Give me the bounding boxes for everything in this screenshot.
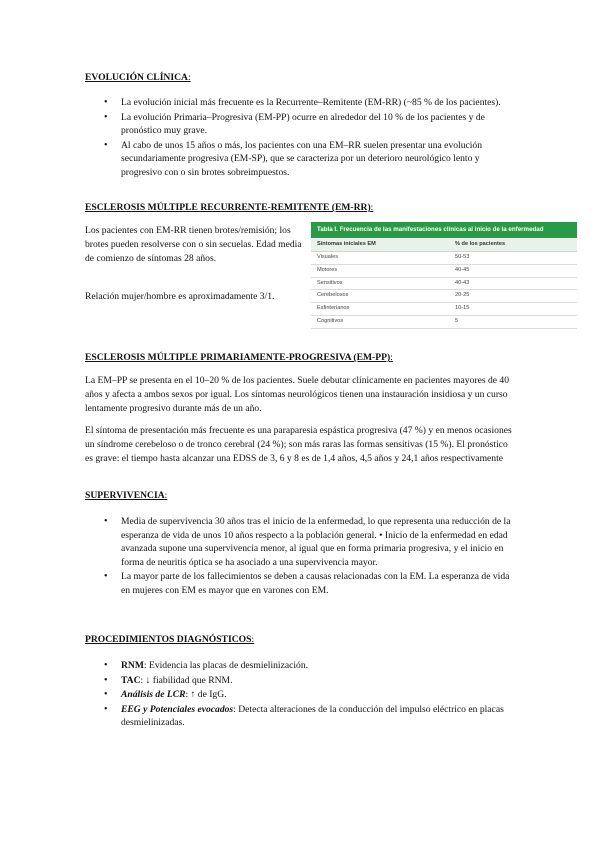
table-cell: 50-53 [455,254,470,260]
primaria-heading: ESCLEROSIS MÚLTIPLE PRIMARIAMENTE-PROGRESIVA (EM-PP): [85,352,393,363]
evolucion-list [85,96,517,181]
table-cell: 5 [455,317,459,324]
frequency-table [311,222,577,330]
recurrente-paragraph-1: Los pacientes con EM-RR tienen brotes/remisión; los brotes pueden resolverse con o sin secuelas. Edad media de comienzo de síntomas 28 años. [85,225,302,265]
list-item [85,674,517,688]
supervivencia-heading: SUPERVIVENCIA: [85,490,168,501]
list-item [85,703,517,730]
procedimientos-heading: PROCEDIMIENTOS DIAGNÓSTICOS: [85,634,255,645]
table-row [311,303,577,316]
list-item: • Al cabo de unos 15 años o más, los pacientes con una EM–RR suelen presentar una evolución secundariamente progresiva (EM-SP), que se caracteriza por un deterioro neurológico lento y progresivo con o sin brotes sobreimpuestos. [85,139,517,180]
item-label: TAC [121,674,141,686]
item-text: : ↓ fiabilidad que RNM. [140,674,233,686]
item-text: : Detecta alteraciones de la conducción del impulso eléctrico en placas desmielinizadas. [121,703,504,729]
primaria-paragraph-2: El síntoma de presentación más frecuente es una paraparesia espástica progresiva (47 %) y en menos ocasiones un síndrome cerebeloso o de tronco cerebral (24 %); son más raras las formas sensitivas (15 %). El pronóstico es grave: el tiempo hasta alcanzar una EDSS de 3, 6 y 8 es de 1,4 años, 4,5 años y 24,1 años respectivamente [85,425,512,465]
recurrente-paragraph-2: Relación mujer/hombre es aproximadamente 3/1. [85,291,275,302]
table-cell: 10-15 [455,305,470,312]
table-row [311,278,577,291]
table-header-symptoms: Síntomas iniciales EM [317,241,376,247]
list-item: • Media de supervivencia 30 años tras el inicio de la enfermedad, lo que representa una reducción de la esperanza de vida de unos 10 años respecto a la población general. • Inicio de la enfermedad en edad avanzada supone una supervivencia menor, al igual que en forma primaria progresiva, y el inicio en forma de neuritis óptica se ha asociado a una supervivencia mayor. [85,515,517,569]
table-header-row [311,238,577,252]
table-cell: Cerebelosos [317,292,349,299]
item-label: RNM [121,660,144,671]
table-header-percent: % de los pacientes [455,241,506,247]
recurrente-heading: ESCLEROSIS MÚLTIPLE RECURRENTE-REMITENTE (EM-RR): [85,202,374,213]
list-item [85,688,517,702]
procedimientos-list [85,659,517,731]
list-item [85,659,517,673]
table-row [311,265,577,278]
item-text: : ↑ de IgG. [185,689,227,701]
list-item: • La evolución inicial más frecuente es la Recurrente–Remitente (EM-RR) (~85 % de los pacientes). [85,96,517,110]
table-cell: 40-43 [455,279,470,286]
item-text: : Evidencia las placas de desmielinización. [143,660,309,671]
table-title: Tabla I. Frecuencia de las manifestaciones clínicas al inicio de la enfermedad [311,222,577,238]
table-row [311,252,577,265]
table-cell: Motores [317,266,338,273]
item-label: Análisis de LCR [121,689,186,701]
item-label: EEG y Potenciales evocados [121,703,234,715]
evolucion-heading: EVOLUCIÓN CLÍNICA: [85,72,191,83]
table-cell: Esfinterianos [317,305,350,312]
table-row [311,290,577,303]
table-cell: Cognitivos [317,317,344,324]
list-item: • La mayor parte de los fallecimientos se deben a causas relacionadas con la EM. La esperanza de vida en mujeres con EM es mayor que en varones con EM. [85,570,517,597]
table-cell: 20-25 [455,292,470,299]
supervivencia-list [85,515,517,599]
primaria-paragraph-1: La EM–PP se presenta en el 10–20 % de los pacientes. Suele debutar clínicamente en pacientes mayores de 40 años y afecta a ambos sexos por igual. Los síntomas neurológicos tienen una instauración insidiosa y un curso lentamente progresivo durante más de un año. [85,375,510,415]
table-cell: Visuales [317,254,339,260]
list-item: • La evolución Primaria–Progresiva (EM-PP) ocurre en alrededor del 10 % de los pacientes y de pronóstico muy grave. [85,111,517,138]
table-cell: 40-45 [455,266,470,273]
table-cell: Sensitivos [317,279,343,286]
table-row [311,316,577,329]
